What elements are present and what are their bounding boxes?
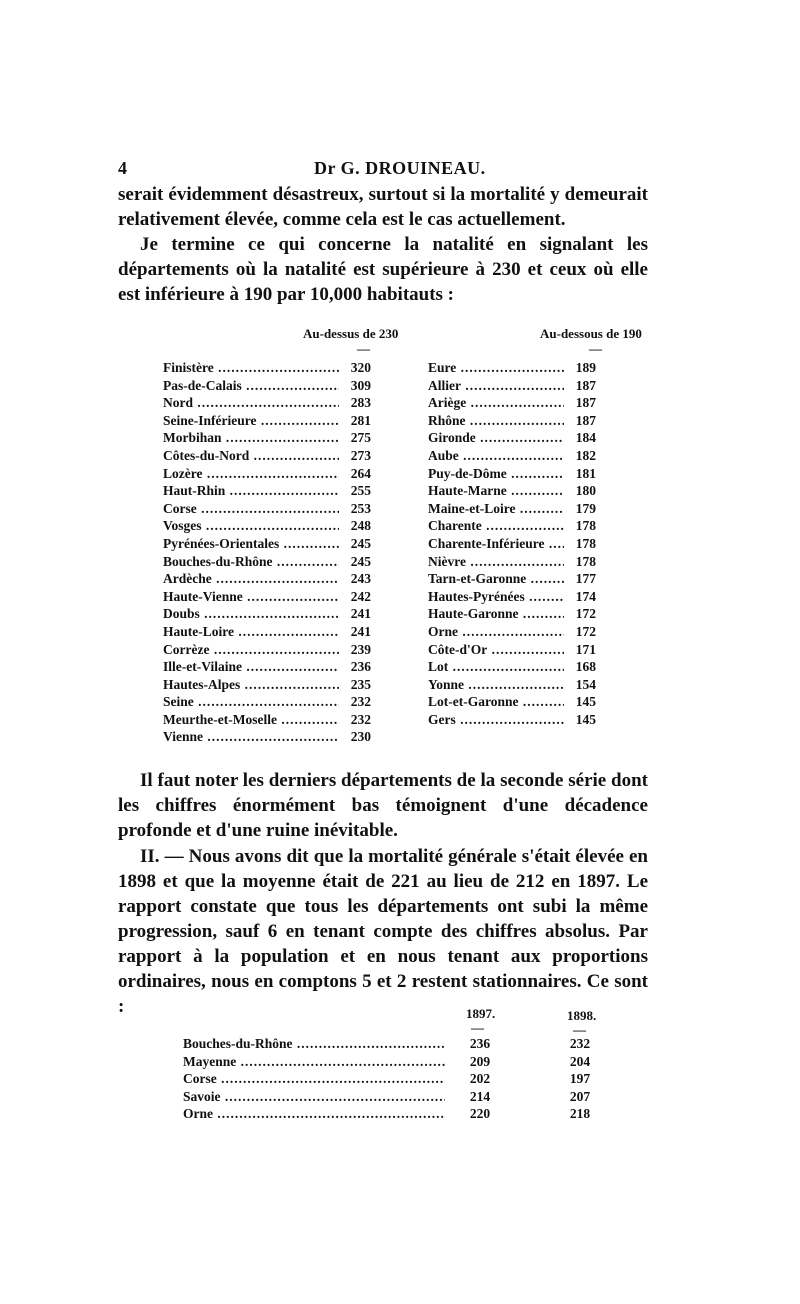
department-row xyxy=(163,658,371,676)
table2-col2-header: 1898. xyxy=(567,1008,597,1023)
department-name: Vosges ..... xyxy=(163,517,339,535)
department-name: Gers ..... xyxy=(428,711,564,729)
department-row xyxy=(428,641,596,659)
department-row xyxy=(163,711,371,729)
department-name: Maine-et-Loire ..... xyxy=(428,500,564,518)
department-value: 145 xyxy=(575,694,596,710)
department-name: Morbihan ..... xyxy=(163,429,339,447)
department-row xyxy=(428,605,596,623)
department-value: 145 xyxy=(575,711,596,727)
table2-value-1898: 218 xyxy=(569,1106,591,1122)
department-name: Lot-et-Garonne ..... xyxy=(428,693,564,711)
department-row xyxy=(163,676,371,694)
department-name: Haute-Loire ..... xyxy=(163,623,339,641)
table2-value-1898: 197 xyxy=(569,1071,591,1087)
department-value: 187 xyxy=(575,395,596,411)
department-row xyxy=(163,377,371,395)
department-value: 242 xyxy=(350,588,371,604)
department-name: Orne ..... xyxy=(428,623,564,641)
department-name: Lozère ..... xyxy=(163,465,339,483)
department-name: Haute-Vienne ..... xyxy=(163,588,339,606)
department-name: Ariège ..... xyxy=(428,394,564,412)
department-value: 178 xyxy=(575,535,596,551)
department-value: 182 xyxy=(575,447,596,463)
department-value: 236 xyxy=(350,659,371,675)
department-value: 178 xyxy=(575,553,596,569)
department-row xyxy=(428,394,596,412)
department-row xyxy=(163,500,371,518)
department-row xyxy=(428,535,596,553)
table2-department-name: Corse ..... xyxy=(183,1071,445,1087)
department-row xyxy=(428,676,596,694)
table2-col2-dash: — xyxy=(573,1022,586,1037)
table2-value-1897: 209 xyxy=(469,1053,491,1069)
department-name: Rhône ..... xyxy=(428,412,564,430)
department-name: Pyrénées-Orientales ..... xyxy=(163,535,339,553)
department-name: Corse ..... xyxy=(163,500,339,518)
department-row xyxy=(428,588,596,606)
department-row xyxy=(163,588,371,606)
department-name: Nord ..... xyxy=(163,394,339,412)
department-name: Meurthe-et-Moselle ..... xyxy=(163,711,339,729)
department-value: 255 xyxy=(350,483,371,499)
department-name: Ardèche ..... xyxy=(163,570,339,588)
table2-value-1897: 214 xyxy=(469,1088,491,1104)
department-value: 320 xyxy=(350,360,371,375)
department-row xyxy=(163,517,371,535)
department-value: 275 xyxy=(350,430,371,446)
department-name: Charente ..... xyxy=(428,517,564,535)
table1-right-header: Au-dessous de 190 xyxy=(540,326,642,341)
table2-value-1898: 232 xyxy=(569,1036,591,1051)
department-row xyxy=(163,728,371,746)
department-row xyxy=(163,359,371,377)
department-row xyxy=(428,623,596,641)
department-name: Puy-de-Dôme ..... xyxy=(428,465,564,483)
department-name: Hautes-Pyrénées ..... xyxy=(428,588,564,606)
department-name: Ille-et-Vilaine ..... xyxy=(163,658,339,676)
department-value: 187 xyxy=(575,412,596,428)
department-name: Yonne ..... xyxy=(428,676,564,694)
department-value: 241 xyxy=(350,606,371,622)
department-value: 253 xyxy=(350,500,371,516)
department-name: Lot ..... xyxy=(428,658,564,676)
department-value: 171 xyxy=(575,641,596,657)
department-row xyxy=(428,377,596,395)
department-value: 177 xyxy=(575,571,596,587)
table1-left-header: Au-dessus de 230 xyxy=(303,326,399,341)
department-row xyxy=(163,465,371,483)
department-row xyxy=(428,570,596,588)
table2-value-1897: 236 xyxy=(469,1036,491,1051)
department-row xyxy=(163,394,371,412)
department-row xyxy=(163,641,371,659)
table2-department-name: Savoie ..... xyxy=(183,1089,445,1105)
table2-value-1898: 204 xyxy=(569,1053,591,1069)
department-value: 230 xyxy=(350,729,371,745)
table1-left-dash: — xyxy=(357,341,370,356)
table1-right-dash: — xyxy=(589,341,602,356)
department-value: 232 xyxy=(350,711,371,727)
department-name: Eure ..... xyxy=(428,359,564,377)
department-value: 309 xyxy=(350,377,371,393)
department-row xyxy=(163,570,371,588)
department-name: Finistère ..... xyxy=(163,359,339,377)
department-name: Seine-Inférieure ..... xyxy=(163,412,339,430)
department-value: 172 xyxy=(575,606,596,622)
table1-left-list xyxy=(163,359,371,746)
table2-department-name: Bouches-du-Rhône ..... xyxy=(183,1036,445,1052)
table2-value-1898: 207 xyxy=(569,1088,591,1104)
department-value: 239 xyxy=(350,641,371,657)
department-row xyxy=(428,447,596,465)
department-name: Pas-de-Calais ..... xyxy=(163,377,339,395)
department-row xyxy=(428,553,596,571)
department-name: Doubs ..... xyxy=(163,605,339,623)
department-name: Vienne ..... xyxy=(163,728,339,746)
department-value: 154 xyxy=(575,676,596,692)
running-author: Dr G. DROUINEAU. xyxy=(314,158,486,178)
department-row xyxy=(163,429,371,447)
table2-department-name: Mayenne ..... xyxy=(183,1054,445,1070)
department-row xyxy=(163,623,371,641)
department-value: 184 xyxy=(575,430,596,446)
department-value: 232 xyxy=(350,694,371,710)
department-name: Côte-d'Or ..... xyxy=(428,641,564,659)
department-value: 241 xyxy=(350,623,371,639)
department-row xyxy=(428,517,596,535)
department-value: 187 xyxy=(575,377,596,393)
department-name: Hautes-Alpes ..... xyxy=(163,676,339,694)
page-number: 4 xyxy=(118,158,127,178)
department-row xyxy=(428,359,596,377)
department-value: 174 xyxy=(575,588,596,604)
department-row xyxy=(163,535,371,553)
table1-right-list xyxy=(428,359,596,728)
table2-col1-dash: — xyxy=(471,1020,484,1035)
department-row xyxy=(163,482,371,500)
table2-row xyxy=(183,1036,603,1054)
department-row xyxy=(428,693,596,711)
department-value: 273 xyxy=(350,447,371,463)
table2-value-1897: 220 xyxy=(469,1106,491,1122)
department-name: Charente-Inférieure ..... xyxy=(428,535,564,553)
department-row xyxy=(163,553,371,571)
department-value: 245 xyxy=(350,553,371,569)
department-name: Aube ..... xyxy=(428,447,564,465)
department-name: Allier ..... xyxy=(428,377,564,395)
table2-body xyxy=(183,1036,603,1124)
department-value: 168 xyxy=(575,659,596,675)
paragraph-4: II. — Nous avons dit que la mortalité générale s'était élevée en 1898 et que la moyenne était de 221 au lieu de 212 en 1897. Le rapport constate que tous les départements ont subi la même progression, sauf 6 en tenant compte des chiffres absolus. Par rapport à la population et en nous tenant aux proportions ordinaires, nous en comptons 5 et 2 restent stationnaires. Ce sont : xyxy=(118,846,648,1017)
department-name: Haute-Garonne ..... xyxy=(428,605,564,623)
department-value: 248 xyxy=(350,518,371,534)
department-value: 181 xyxy=(575,465,596,481)
department-row xyxy=(428,412,596,430)
department-row xyxy=(428,429,596,447)
department-row xyxy=(428,500,596,518)
department-row xyxy=(428,465,596,483)
running-header xyxy=(118,158,648,182)
table2-value-1897: 202 xyxy=(469,1071,491,1087)
department-value: 264 xyxy=(350,465,371,481)
department-name: Gironde ..... xyxy=(428,429,564,447)
department-name: Tarn-et-Garonne ..... xyxy=(428,570,564,588)
department-name: Corrèze ..... xyxy=(163,641,339,659)
department-row xyxy=(163,605,371,623)
table2-row xyxy=(183,1089,603,1107)
department-value: 245 xyxy=(350,535,371,551)
department-value: 180 xyxy=(575,483,596,499)
department-row xyxy=(428,658,596,676)
department-row xyxy=(428,711,596,729)
department-value: 283 xyxy=(350,395,371,411)
table2-col1-header: 1897. xyxy=(466,1006,496,1021)
department-row xyxy=(428,482,596,500)
department-name: Seine ..... xyxy=(163,693,339,711)
department-name: Haut-Rhin ..... xyxy=(163,482,339,500)
department-row xyxy=(163,693,371,711)
paragraph-1: serait évidemment désastreux, surtout si la mortalité y demeurait relativement élevée, comme cela est le cas actuellement. xyxy=(118,184,648,230)
paragraph-3: Il faut noter les derniers départements de la seconde série dont les chiffres énormément bas témoignent d'une décadence profonde et d'une ruine inévitable. xyxy=(118,770,648,841)
department-name: Côtes-du-Nord ..... xyxy=(163,447,339,465)
department-name: Bouches-du-Rhône ..... xyxy=(163,553,339,571)
department-value: 178 xyxy=(575,518,596,534)
department-value: 243 xyxy=(350,571,371,587)
table2-row xyxy=(183,1071,603,1089)
department-value: 179 xyxy=(575,500,596,516)
paragraph-2: Je termine ce qui concerne la natalité en signalant les départements où la natalité est supérieure à 230 et ceux où elle est inférieure à 190 par 10,000 habitauts : xyxy=(118,234,648,305)
department-value: 189 xyxy=(575,360,596,375)
department-row xyxy=(163,447,371,465)
department-name: Nièvre ..... xyxy=(428,553,564,571)
table2-row xyxy=(183,1106,603,1124)
table2-department-name: Orne ..... xyxy=(183,1106,445,1122)
department-name: Haute-Marne ..... xyxy=(428,482,564,500)
department-value: 281 xyxy=(350,412,371,428)
department-value: 235 xyxy=(350,676,371,692)
table2-row xyxy=(183,1054,603,1072)
department-row xyxy=(163,412,371,430)
department-value: 172 xyxy=(575,623,596,639)
